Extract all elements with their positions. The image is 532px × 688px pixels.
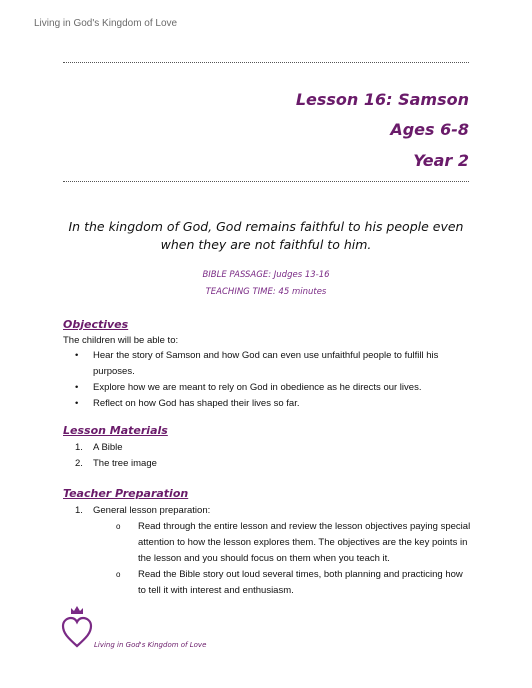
heart-icon <box>63 618 91 646</box>
year-label: Year 2 <box>413 151 469 170</box>
age-range: Ages 6-8 <box>390 120 469 139</box>
footer-text: Living in God's Kingdom of Love <box>94 641 207 649</box>
list-item <box>63 503 473 519</box>
item-number: 2. <box>75 458 83 469</box>
list-item <box>63 456 463 472</box>
objectives-list <box>63 348 463 412</box>
objectives-heading: Objectives <box>63 318 129 331</box>
list-item <box>63 440 463 456</box>
item-text: The tree image <box>93 458 157 469</box>
theme-statement: In the kingdom of God, God remains faithful to his people even when they are not faithful to him. <box>68 219 464 252</box>
crown-icon <box>71 606 83 614</box>
materials-list <box>63 440 463 472</box>
divider-top <box>63 62 469 63</box>
preparation-list <box>63 503 473 519</box>
item-text: A Bible <box>93 442 123 453</box>
bible-passage: BIBLE PASSAGE: Judges 13-16 <box>202 270 330 280</box>
item-text: General lesson preparation: <box>93 505 211 516</box>
item-number: 1. <box>75 442 83 453</box>
item-number: 1. <box>75 505 83 516</box>
heart-crown-logo <box>60 600 94 652</box>
preparation-heading: Teacher Preparation <box>63 487 189 500</box>
list-item: • Hear the story of Samson and how God can even use unfaithful people to fulfill his purposes. <box>63 348 463 380</box>
list-item: o Read through the entire lesson and review the lesson objectives paying special attention to how the lesson explores them. The objectives are the key points in the lesson and you should focus on them when you teach it. <box>63 519 473 567</box>
lesson-title: Lesson 16: Samson <box>295 90 469 109</box>
preparation-sublist <box>63 519 473 599</box>
teaching-time: TEACHING TIME: 45 minutes <box>205 287 327 297</box>
list-item: o Read the Bible story out loud several times, both planning and practicing how to tell it with interest and enthusiasm. <box>63 567 473 599</box>
materials-heading: Lesson Materials <box>63 424 168 437</box>
list-item: • Reflect on how God has shaped their lives so far. <box>63 396 463 412</box>
divider-bottom <box>63 181 469 182</box>
running-header: Living in God's Kingdom of Love <box>34 18 178 29</box>
list-item: • Explore how we are meant to rely on God in obedience as he directs our lives. <box>63 380 463 396</box>
objectives-intro: The children will be able to: <box>63 335 179 346</box>
